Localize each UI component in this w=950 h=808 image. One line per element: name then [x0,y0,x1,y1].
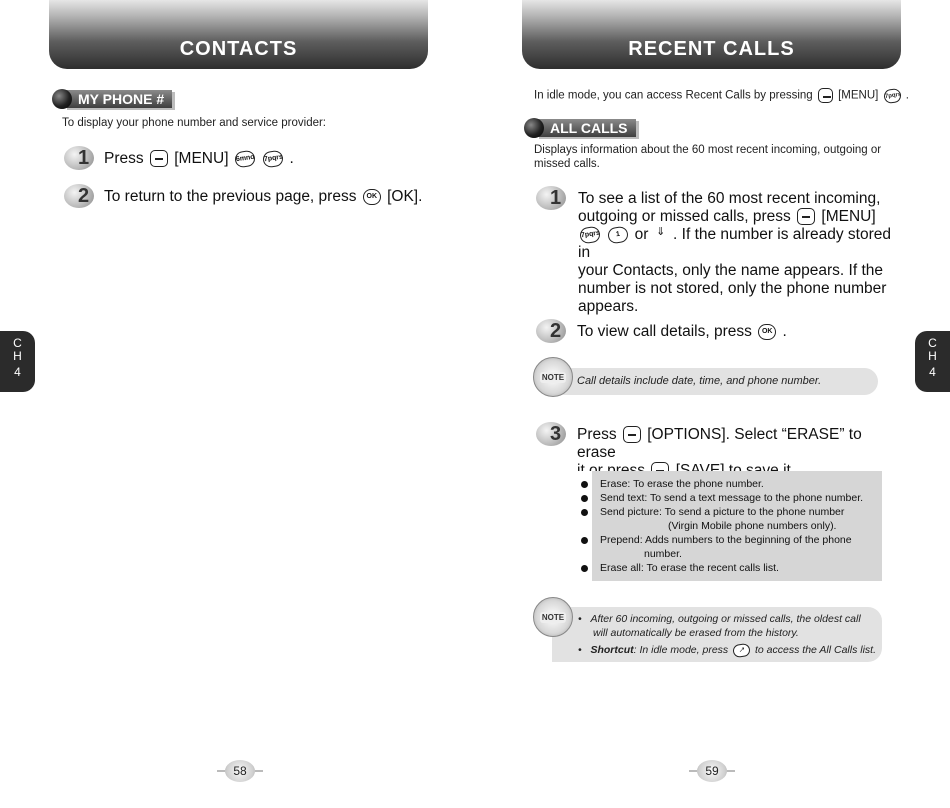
page-number-right: 59 [697,760,727,782]
key-1-icon: 1 [607,226,629,245]
section-bullet-icon [52,89,72,109]
recent-calls-header-label: RECENT CALLS [628,38,795,60]
contacts-header-label: CONTACTS [179,38,298,60]
all-calls-section-label: ALL CALLS [536,119,636,137]
my-phone-section-label: MY PHONE # [64,90,172,108]
list-item: Send picture: To send a picture to the phone number [600,506,845,518]
right-step-1-number: 1 [536,184,568,210]
all-calls-description: Displays information about the 60 most recent incoming, outgoing or missed calls. [534,144,882,170]
right-step-3-text: Press [OPTIONS]. Select “ERASE” to erase [577,426,897,480]
contacts-header [49,0,428,69]
note-call-details-text: Call details include date, time, and phone number. [577,375,822,387]
erase-options-list [578,471,882,581]
page-number-left: 58 [225,760,255,782]
note-item-2: • Shortcut: In idle mode, press ↗ to access the All Calls list. [578,644,876,656]
note-icon: NOTE [533,597,573,637]
key-7-icon: 7pqrs [579,226,601,245]
send-key-icon: ↗ [732,643,751,658]
soft-key-icon [797,208,815,225]
recent-calls-header [522,0,901,69]
my-phone-section-pill [52,89,172,109]
left-step-2-text: To return to the previous page, press OK [OK]. [104,188,423,205]
list-item: (Virgin Mobile phone numbers only). [668,520,837,532]
note-call-details [552,368,878,395]
soft-key-icon [623,426,641,443]
list-item: Erase all: To erase the recent calls list. [600,562,779,574]
list-item: Erase: To erase the phone number. [600,478,764,490]
key-7-icon: 7pqrs [883,87,902,103]
chapter-tab-left: C H 4 [0,331,35,392]
list-item: number. [644,548,682,560]
key-7-icon: 7pqrs [262,150,284,169]
nav-down-icon: ⇓ [655,226,667,243]
key-6-icon: 6mno [234,150,256,169]
all-calls-section-pill [524,118,636,138]
left-step-2-number: 2 [64,182,96,208]
right-step-1-text: To see a list of the 60 most recent incoming, outgoing or missed calls, press [MENU] 7pqrs 1 or ⇓ . If the number is already stored in your Contacts, only the name appears. If the number is not stored, only the phone number appears. [578,190,892,315]
recent-calls-intro: In idle mode, you can access Recent Calls by pressing [MENU] 7pqrs . [534,88,909,103]
note-item-1-cont: will automatically be erased from the history. [593,627,799,639]
soft-key-icon [818,88,833,103]
section-bullet-icon [524,118,544,138]
right-step-2-number: 2 [536,317,568,343]
bullet-icon [581,481,588,488]
bullet-icon [581,537,588,544]
chapter-tab-right: C H 4 [915,331,950,392]
right-step-3-number: 3 [536,420,568,446]
note-icon: NOTE [533,357,573,397]
list-item: Send text: To send a text message to the phone number. [600,492,864,504]
ok-key-icon: OK [758,324,776,340]
bullet-icon [581,565,588,572]
bullet-icon [581,495,588,502]
list-item: Prepend: Adds numbers to the beginning of the phone [600,534,852,546]
note-auto-erase [552,607,882,662]
bullet-icon [581,509,588,516]
left-step-1-number: 1 [64,144,96,170]
note-item-1: • After 60 incoming, outgoing or missed calls, the oldest call [578,613,861,625]
soft-key-icon [150,150,168,167]
right-step-2-text: To view call details, press OK . [577,323,787,340]
my-phone-intro: To display your phone number and service provider: [62,117,327,129]
left-step-1-text: Press [MENU] 6mno 7pqrs . [104,150,294,167]
ok-key-icon: OK [363,189,381,205]
